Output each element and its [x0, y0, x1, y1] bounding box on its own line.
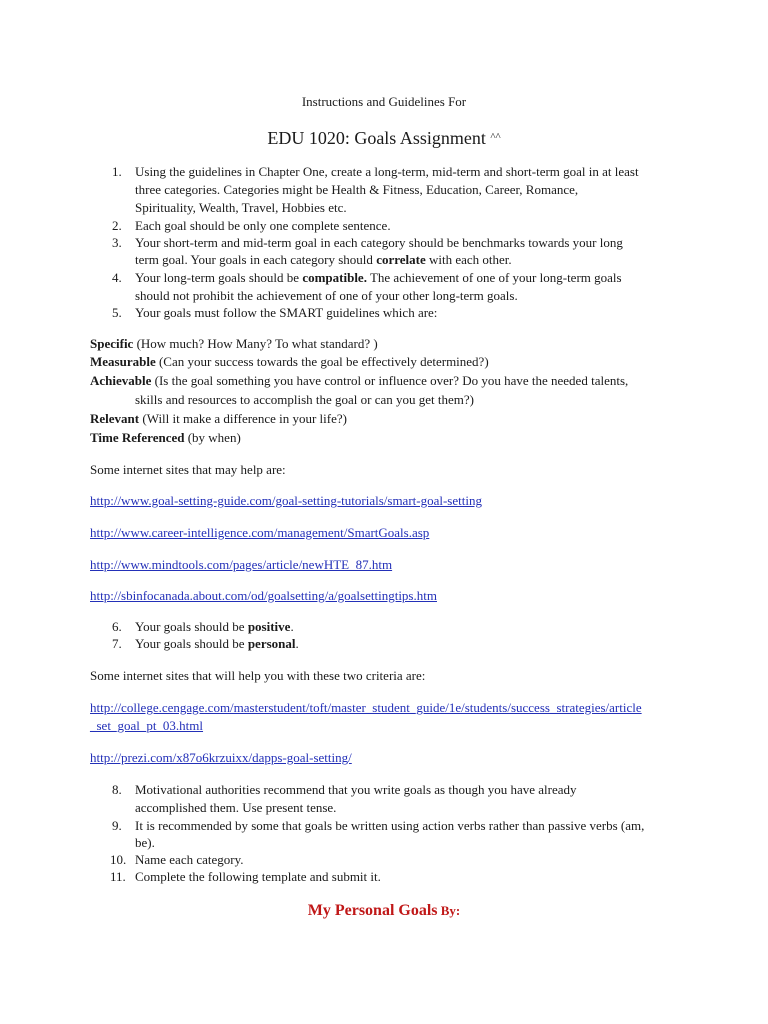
- list-item-text: It is recommended by some that goals be written using action verbs rather than passive verbs (am,: [135, 818, 645, 833]
- link-cengage[interactable]: http://college.cengage.com/masterstudent/toft/master_student_guide/1e/students/success_strategies/article: [90, 700, 642, 715]
- link-sbinfocanada[interactable]: http://sbinfocanada.about.com/od/goalsetting/a/goalsettingtips.htm: [90, 588, 437, 603]
- emphasis-personal: personal: [247, 636, 296, 651]
- list-number: 3.: [112, 235, 122, 250]
- smart-achievable: Achievable (Is the goal something you have control or influence over? Do you have the needed talents,: [90, 373, 629, 388]
- doc-subtitle: Instructions and Guidelines For: [301, 94, 467, 109]
- emphasis-positive: positive: [247, 619, 291, 634]
- list-item-text: Your goals should be positive.: [135, 619, 294, 634]
- list-item-text: accomplished them. Use present tense.: [135, 800, 337, 815]
- list-item-text: term goal. Your goals in each category should correlate with each other.: [135, 252, 512, 267]
- list-number: 6.: [112, 619, 122, 634]
- personal-goals-heading: My Personal Goals By:: [307, 902, 461, 919]
- emphasis-compatible: compatible.: [302, 270, 367, 285]
- smart-specific: Specific (How much? How Many? To what standard? ): [90, 336, 378, 351]
- list-item-text: Each goal should be only one complete sentence.: [135, 218, 391, 233]
- smart-measurable: Measurable (Can your success towards the goal be effectively determined?): [90, 354, 489, 369]
- list-item-text: three categories. Categories might be Health & Fitness, Education, Career, Romance,: [135, 182, 579, 197]
- list-item-text: Your long-term goals should be compatible. The achievement of one of your long-term goals: [135, 270, 622, 285]
- list-number: 11.: [110, 869, 126, 884]
- sites-intro: Some internet sites that may help are:: [90, 462, 286, 477]
- list-item-text: Complete the following template and submit it.: [135, 869, 381, 884]
- sites-intro-2: Some internet sites that will help you with these two criteria are:: [90, 668, 426, 683]
- link-prezi[interactable]: http://prezi.com/x87o6krzuixx/dapps-goal-setting/: [90, 750, 352, 765]
- doc-title: [0, 126, 768, 149]
- link-career-intelligence[interactable]: http://www.career-intelligence.com/management/SmartGoals.asp: [90, 525, 430, 540]
- list-item-text: Your goals should be personal.: [135, 636, 299, 651]
- list-item-text: Using the guidelines in Chapter One, create a long-term, mid-term and short-term goal in at least: [135, 164, 639, 179]
- list-item-text: should not prohibit the achievement of one of your other long-term goals.: [135, 288, 518, 303]
- smart-relevant: Relevant (Will it make a difference in your life?): [90, 411, 347, 426]
- title-mark: ^^: [490, 131, 501, 143]
- list-item-text: be).: [135, 835, 155, 850]
- list-number: 8.: [112, 782, 122, 797]
- emphasis-correlate: correlate: [376, 252, 426, 267]
- link-cengage-cont[interactable]: _set_goal_pt_03.html: [90, 718, 204, 733]
- list-item-text: Motivational authorities recommend that you write goals as though you have already: [135, 782, 577, 797]
- link-goal-setting-guide[interactable]: http://www.goal-setting-guide.com/goal-setting-tutorials/smart-goal-setting: [90, 493, 482, 508]
- list-number: 2.: [112, 218, 122, 233]
- list-number: 1.: [112, 164, 122, 179]
- list-number: 7.: [112, 636, 122, 651]
- smart-achievable-cont: skills and resources to accomplish the goal or can you get them?): [135, 392, 474, 407]
- list-item-text: Your short-term and mid-term goal in each category should be benchmarks towards your long: [135, 235, 623, 250]
- list-item-text: Spirituality, Wealth, Travel, Hobbies etc.: [135, 200, 347, 215]
- doc-title-text: EDU 1020: Goals Assignment: [267, 128, 486, 148]
- list-number: 5.: [112, 305, 122, 320]
- list-number: 10.: [110, 852, 127, 867]
- list-number: 4.: [112, 270, 122, 285]
- smart-time-referenced: Time Referenced (by when): [90, 430, 241, 445]
- link-mindtools[interactable]: http://www.mindtools.com/pages/article/newHTE_87.htm: [90, 557, 393, 572]
- list-item-text: Your goals must follow the SMART guidelines which are:: [135, 305, 438, 320]
- list-number: 9.: [112, 818, 122, 833]
- list-item-text: Name each category.: [135, 852, 244, 867]
